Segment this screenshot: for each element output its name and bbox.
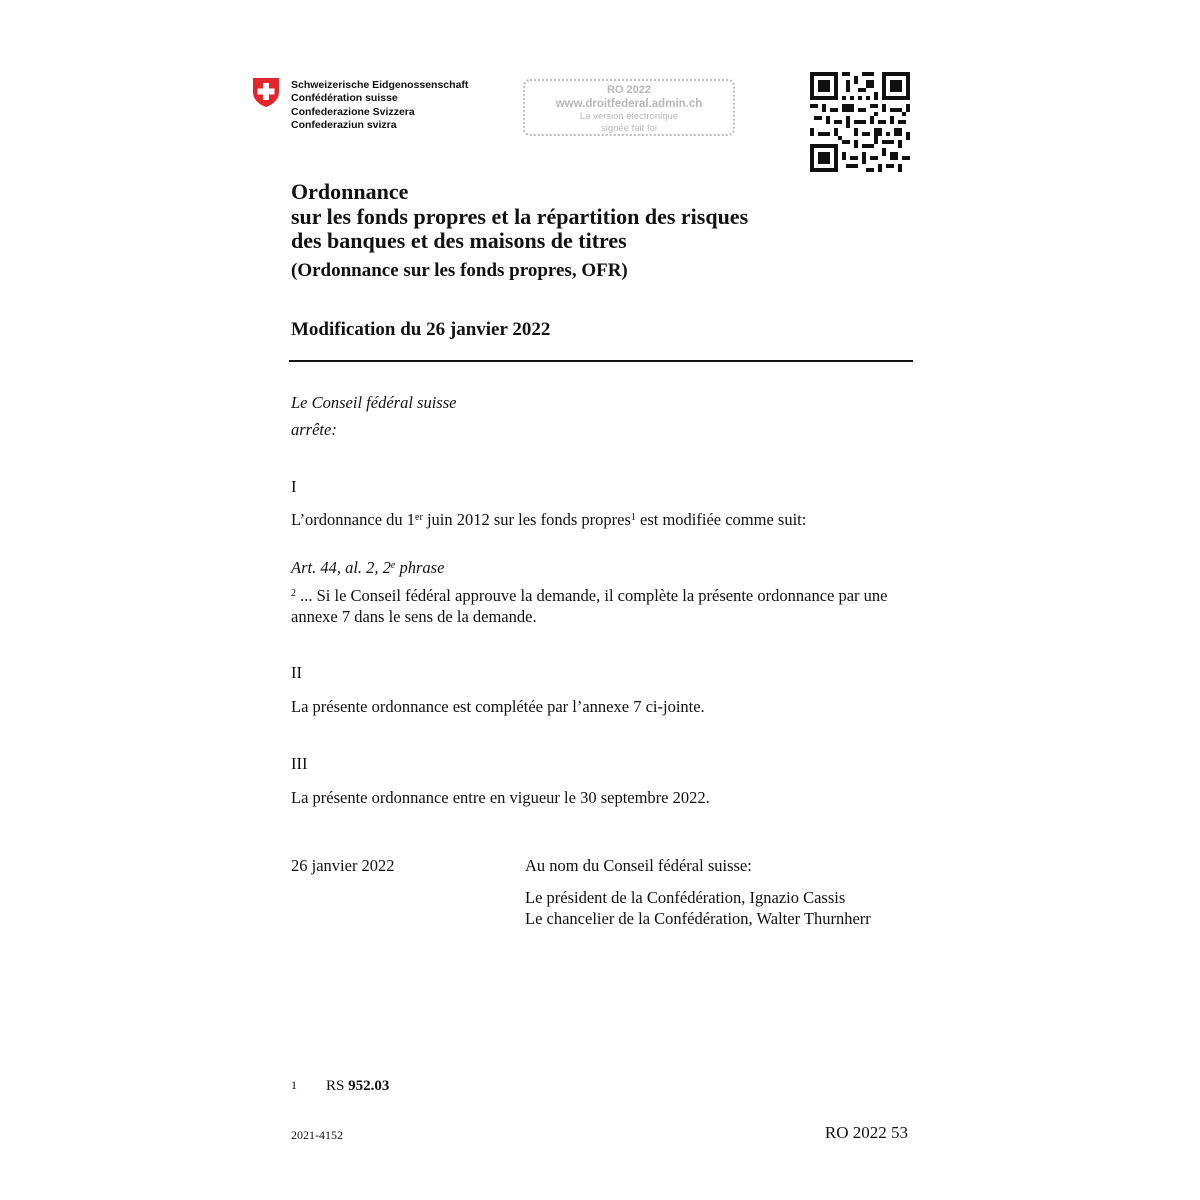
- confederation-name-rm: Confederaziun svizra: [291, 119, 397, 132]
- article-heading-sup: e: [390, 560, 396, 571]
- title-line-1: Ordonnance: [291, 179, 409, 204]
- article-paragraph: [291, 585, 913, 627]
- footnote-prefix: RS: [326, 1078, 349, 1094]
- short-title: (Ordonnance sur les fonds propres, OFR): [291, 260, 628, 281]
- title-line-3: des banques et des maisons de titres: [291, 228, 627, 253]
- section-numeral-3: III: [291, 754, 308, 773]
- intro-text-start: L’ordonnance du 1: [291, 510, 416, 529]
- section-2-text: La présente ordonnance est complétée par l’annexe 7 ci-jointe.: [291, 697, 705, 716]
- signature-chancellor: Le chancelier de la Confédération, Walter Thurnherr: [525, 909, 871, 928]
- confederation-names: [291, 79, 468, 133]
- signature-on-behalf: Au nom du Conseil fédéral suisse:: [525, 856, 752, 875]
- signature-president: Le président de la Confédération, Ignazio Cassis: [525, 888, 846, 907]
- section-3-text: La présente ordonnance entre en vigueur le 30 septembre 2022.: [291, 788, 710, 807]
- footnote-ref-number: 952.03: [348, 1078, 390, 1094]
- article-heading: [291, 557, 444, 578]
- section-numeral-1: I: [291, 477, 297, 496]
- modification-date: Modification du 26 janvier 2022: [291, 319, 551, 340]
- preamble-authority: Le Conseil fédéral suisse: [291, 393, 457, 412]
- footnote-text: [326, 1078, 389, 1095]
- preamble-decrees: arrête:: [291, 420, 337, 439]
- stamp-url: www.droitfederal.admin.ch: [555, 98, 703, 110]
- publication-stamp: [523, 79, 735, 136]
- section-numeral-2: II: [291, 663, 302, 682]
- stamp-note-1: La version électronique: [579, 111, 679, 122]
- signature-date: 26 janvier 2022: [291, 856, 395, 875]
- stamp-note-2: signée fait foi: [601, 122, 657, 134]
- article-heading-tail: phrase: [395, 558, 445, 577]
- document-number: 2021-4152: [291, 1128, 343, 1142]
- title-divider: [289, 360, 913, 362]
- confederation-name-fr: Confédération suisse: [291, 92, 398, 105]
- stamp-ro: RO 2022: [606, 84, 652, 96]
- footnote-ref: 1: [630, 512, 636, 523]
- swiss-flag-icon: [252, 76, 280, 108]
- ro-reference: RO 2022 53: [824, 1123, 908, 1142]
- paragraph-number: 2: [291, 588, 296, 599]
- paragraph-text: ... Si le Conseil fédéral approuve la demande, il complète la présente ordonnance par une annexe 7 dans le sens de la demande.: [291, 586, 888, 626]
- intro-text-mid: juin 2012 sur les fonds propres: [422, 510, 631, 529]
- confederation-name-de: Schweizerische Eidgenossenschaft: [291, 79, 469, 91]
- article-heading-main: Art. 44, al. 2, 2: [291, 558, 391, 577]
- section-1-intro: [291, 509, 806, 530]
- intro-ordinal-sup: er: [415, 512, 423, 523]
- page-title: [291, 180, 748, 254]
- intro-text-end: est modifiée comme suit:: [635, 510, 807, 529]
- confederation-name-it: Confederazione Svizzera: [291, 105, 415, 118]
- title-line-2: sur les fonds propres et la répartition des risques: [291, 203, 749, 229]
- footnote-number: 1: [291, 1078, 297, 1092]
- qr-code-icon: [810, 72, 910, 172]
